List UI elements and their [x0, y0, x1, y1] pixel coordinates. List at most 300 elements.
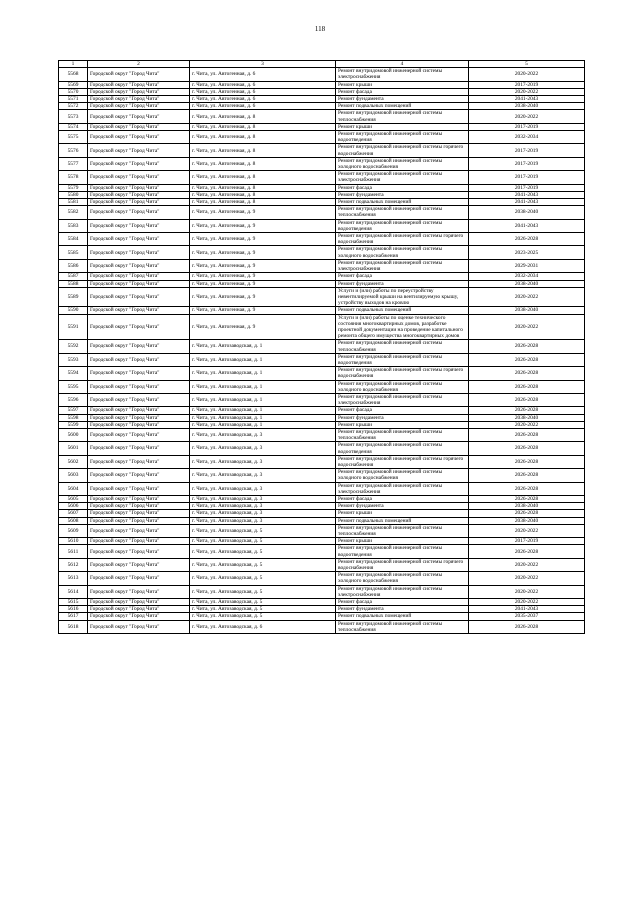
table-row	[59, 393, 585, 406]
table-row	[59, 613, 585, 620]
municipality-cell: Городской округ "Город Чита"	[88, 353, 190, 366]
work-type-cell: Ремонт внутридомовой инженерной системы теплоснабжения	[336, 524, 469, 537]
row-number: 5586	[59, 259, 88, 272]
address-cell: г. Чита, ул. Автогенная, д. 8	[190, 110, 336, 123]
municipality-cell: Городской округ "Город Чита"	[88, 68, 190, 81]
period-cell: 2020-2022	[469, 314, 585, 340]
row-number: 5607	[59, 510, 88, 517]
row-number: 5595	[59, 380, 88, 393]
period-cell: 2026-2028	[469, 233, 585, 246]
municipality-cell: Городской округ "Город Чита"	[88, 96, 190, 103]
work-type-cell: Ремонт подвальных помещений	[336, 307, 469, 314]
row-number: 5571	[59, 96, 88, 103]
municipality-cell: Городской округ "Город Чита"	[88, 455, 190, 468]
municipality-cell: Городской округ "Город Чита"	[88, 380, 190, 393]
municipality-cell: Городской округ "Город Чита"	[88, 199, 190, 206]
table-row	[59, 510, 585, 517]
row-number: 5604	[59, 482, 88, 495]
address-cell: г. Чита, ул. Автогенная, д. 9	[190, 219, 336, 232]
table-row	[59, 545, 585, 558]
municipality-cell: Городской округ "Город Чита"	[88, 273, 190, 280]
municipality-cell: Городской округ "Город Чита"	[88, 367, 190, 380]
address-cell: г. Чита, ул. Автогенная, д. 8	[190, 123, 336, 130]
table-row	[59, 103, 585, 110]
address-cell: г. Чита, ул. Автогенная, д. 9	[190, 259, 336, 272]
address-cell: г. Чита, ул. Автозаводская, д. 5	[190, 524, 336, 537]
table-row	[59, 517, 585, 524]
row-number: 5611	[59, 545, 88, 558]
work-type-cell: Ремонт фасада	[336, 273, 469, 280]
municipality-cell: Городской округ "Город Чита"	[88, 110, 190, 123]
period-cell: 2020-2022	[469, 68, 585, 81]
work-type-cell: Ремонт подвальных помещений	[336, 613, 469, 620]
period-cell: 2032-2034	[469, 273, 585, 280]
address-cell: г. Чита, ул. Автогенная, д. 9	[190, 273, 336, 280]
table-row	[59, 469, 585, 482]
period-cell: 2026-2028	[469, 407, 585, 414]
period-cell: 2041-2043	[469, 606, 585, 613]
table-row	[59, 380, 585, 393]
header-col-4: 4	[336, 61, 469, 68]
municipality-cell: Городской округ "Город Чита"	[88, 428, 190, 441]
table-row	[59, 157, 585, 170]
address-cell: г. Чита, ул. Автозаводская, д. 3	[190, 428, 336, 441]
period-cell: 2020-2022	[469, 421, 585, 428]
municipality-cell: Городской округ "Город Чита"	[88, 131, 190, 144]
row-number: 5587	[59, 273, 88, 280]
municipality-cell: Городской округ "Город Чита"	[88, 442, 190, 455]
municipality-cell: Городской округ "Город Чита"	[88, 496, 190, 503]
row-number: 5585	[59, 246, 88, 259]
work-type-cell: Ремонт внутридомовой инженерной системы электроснабжения	[336, 171, 469, 184]
address-cell: г. Чита, ул. Автогенная, д. 8	[190, 131, 336, 144]
row-number: 5616	[59, 606, 88, 613]
period-cell: 2032-2034	[469, 131, 585, 144]
address-cell: г. Чита, ул. Автозаводская, д. 1	[190, 353, 336, 366]
municipality-cell: Городской округ "Город Чита"	[88, 287, 190, 307]
municipality-cell: Городской округ "Город Чита"	[88, 545, 190, 558]
header-col-5: 5	[469, 61, 585, 68]
period-cell: 2020-2022	[469, 585, 585, 598]
address-cell: г. Чита, ул. Автозаводская, д. 5	[190, 572, 336, 585]
table-row	[59, 287, 585, 307]
period-cell: 2029-2031	[469, 259, 585, 272]
address-cell: г. Чита, ул. Автозаводская, д. 3	[190, 510, 336, 517]
work-type-cell: Ремонт внутридомовой инженерной системы холодного водоснабжения	[336, 469, 469, 482]
period-cell: 2026-2028	[469, 380, 585, 393]
table-row	[59, 88, 585, 95]
row-number: 5576	[59, 144, 88, 157]
period-cell: 2041-2043	[469, 199, 585, 206]
work-type-cell: Ремонт фасада	[336, 496, 469, 503]
work-type-cell: Ремонт фундамента	[336, 96, 469, 103]
municipality-cell: Городской округ "Город Чита"	[88, 246, 190, 259]
work-type-cell: Ремонт подвальных помещений	[336, 517, 469, 524]
municipality-cell: Городской округ "Город Чита"	[88, 538, 190, 545]
period-cell: 2017-2019	[469, 144, 585, 157]
row-number: 5608	[59, 517, 88, 524]
municipality-cell: Городской округ "Город Чита"	[88, 259, 190, 272]
row-number: 5592	[59, 340, 88, 353]
row-number: 5589	[59, 287, 88, 307]
row-number: 5599	[59, 421, 88, 428]
period-cell: 2020-2022	[469, 558, 585, 571]
period-cell: 2026-2028	[469, 353, 585, 366]
work-type-cell: Ремонт внутридомовой инженерной системы водоотведения	[336, 131, 469, 144]
work-type-cell: Ремонт внутридомовой инженерной системы электроснабжения	[336, 482, 469, 495]
work-type-cell: Ремонт внутридомовой инженерной системы горячего водоснабжения	[336, 367, 469, 380]
table-row	[59, 191, 585, 198]
address-cell: г. Чита, ул. Автозаводская, д. 3	[190, 496, 336, 503]
table-row	[59, 496, 585, 503]
municipality-cell: Городской округ "Город Чита"	[88, 184, 190, 191]
row-number: 5578	[59, 171, 88, 184]
period-cell: 2041-2043	[469, 96, 585, 103]
work-type-cell: Ремонт подвальных помещений	[336, 199, 469, 206]
work-type-cell: Ремонт внутридомовой инженерной системы теплоснабжения	[336, 340, 469, 353]
work-type-cell: Ремонт фундамента	[336, 606, 469, 613]
address-cell: г. Чита, ул. Автогенная, д. 9	[190, 280, 336, 287]
address-cell: г. Чита, ул. Автозаводская, д. 3	[190, 482, 336, 495]
row-number: 5582	[59, 206, 88, 219]
period-cell: 2026-2028	[469, 442, 585, 455]
work-type-cell: Ремонт внутридомовой инженерной системы горячего водоснабжения	[336, 144, 469, 157]
period-cell: 2038-2040	[469, 206, 585, 219]
row-number: 5609	[59, 524, 88, 537]
address-cell: г. Чита, ул. Автогенная, д. 8	[190, 171, 336, 184]
municipality-cell: Городской округ "Город Чита"	[88, 307, 190, 314]
row-number: 5590	[59, 307, 88, 314]
table-row	[59, 599, 585, 606]
address-cell: г. Чита, ул. Автогенная, д. 9	[190, 314, 336, 340]
period-cell: 2026-2028	[469, 545, 585, 558]
header-col-3: 3	[190, 61, 336, 68]
row-number: 5577	[59, 157, 88, 170]
period-cell: 2020-2022	[469, 572, 585, 585]
municipality-cell: Городской округ "Город Чита"	[88, 314, 190, 340]
work-type-cell: Ремонт подвальных помещений	[336, 103, 469, 110]
table-row	[59, 259, 585, 272]
municipality-cell: Городской округ "Город Чита"	[88, 103, 190, 110]
period-cell: 2017-2019	[469, 123, 585, 130]
work-type-cell: Ремонт фасада	[336, 88, 469, 95]
municipality-cell: Городской округ "Город Чита"	[88, 88, 190, 95]
table-row	[59, 503, 585, 510]
period-cell: 2035-2037	[469, 613, 585, 620]
row-number: 5598	[59, 414, 88, 421]
address-cell: г. Чита, ул. Автогенная, д. 6	[190, 96, 336, 103]
municipality-cell: Городской округ "Город Чита"	[88, 421, 190, 428]
address-cell: г. Чита, ул. Автогенная, д. 8	[190, 184, 336, 191]
municipality-cell: Городской округ "Город Чита"	[88, 144, 190, 157]
work-type-cell: Ремонт внутридомовой инженерной системы холодного водоснабжения	[336, 246, 469, 259]
period-cell: 2020-2022	[469, 287, 585, 307]
table-row	[59, 340, 585, 353]
table-row	[59, 414, 585, 421]
period-cell: 2017-2019	[469, 171, 585, 184]
work-type-cell: Ремонт внутридомовой инженерной системы водоотведения	[336, 353, 469, 366]
address-cell: г. Чита, ул. Автозаводская, д. 3	[190, 503, 336, 510]
period-cell: 2026-2028	[469, 469, 585, 482]
work-type-cell: Ремонт внутридомовой инженерной системы водоотведения	[336, 219, 469, 232]
row-number: 5606	[59, 503, 88, 510]
work-type-cell: Ремонт крыши	[336, 510, 469, 517]
work-type-cell: Ремонт крыши	[336, 538, 469, 545]
address-cell: г. Чита, ул. Автозаводская, д. 1	[190, 367, 336, 380]
address-cell: г. Чита, ул. Автозаводская, д. 5	[190, 613, 336, 620]
row-number: 5612	[59, 558, 88, 571]
address-cell: г. Чита, ул. Автогенная, д. 8	[190, 144, 336, 157]
address-cell: г. Чита, ул. Автогенная, д. 6	[190, 81, 336, 88]
table-row	[59, 233, 585, 246]
period-cell: 2038-2040	[469, 517, 585, 524]
period-cell: 2038-2040	[469, 307, 585, 314]
work-type-cell: Ремонт внутридомовой инженерной системы электроснабжения	[336, 393, 469, 406]
period-cell: 2026-2028	[469, 620, 585, 633]
period-cell: 2041-2043	[469, 191, 585, 198]
work-type-cell: Ремонт фундамента	[336, 191, 469, 198]
row-number: 5569	[59, 81, 88, 88]
row-number: 5601	[59, 442, 88, 455]
table-row	[59, 367, 585, 380]
header-col-1: 1	[59, 61, 88, 68]
address-cell: г. Чита, ул. Автозаводская, д. 3	[190, 469, 336, 482]
period-cell: 2017-2019	[469, 184, 585, 191]
period-cell: 2020-2022	[469, 599, 585, 606]
table-row	[59, 585, 585, 598]
period-cell: 2038-2040	[469, 103, 585, 110]
row-number: 5593	[59, 353, 88, 366]
row-number: 5610	[59, 538, 88, 545]
table-row	[59, 421, 585, 428]
table-row	[59, 68, 585, 81]
table-row	[59, 199, 585, 206]
address-cell: г. Чита, ул. Автогенная, д. 9	[190, 206, 336, 219]
municipality-cell: Городской округ "Город Чита"	[88, 572, 190, 585]
address-cell: г. Чита, ул. Автогенная, д. 6	[190, 88, 336, 95]
work-type-cell: Ремонт крыши	[336, 81, 469, 88]
municipality-cell: Городской округ "Город Чита"	[88, 510, 190, 517]
row-number: 5573	[59, 110, 88, 123]
municipality-cell: Городской округ "Город Чита"	[88, 171, 190, 184]
address-cell: г. Чита, ул. Автозаводская, д. 1	[190, 421, 336, 428]
municipality-cell: Городской округ "Город Чита"	[88, 482, 190, 495]
period-cell: 2020-2022	[469, 524, 585, 537]
address-cell: г. Чита, ул. Автозаводская, д. 1	[190, 407, 336, 414]
municipality-cell: Городской округ "Город Чита"	[88, 157, 190, 170]
municipality-cell: Городской округ "Город Чита"	[88, 219, 190, 232]
period-cell: 2026-2028	[469, 340, 585, 353]
table-row	[59, 353, 585, 366]
page-number: 118	[314, 25, 326, 33]
period-cell: 2026-2028	[469, 510, 585, 517]
row-number: 5618	[59, 620, 88, 633]
work-type-cell: Ремонт фундамента	[336, 414, 469, 421]
row-number: 5613	[59, 572, 88, 585]
municipality-cell: Городской округ "Город Чита"	[88, 613, 190, 620]
table-row	[59, 428, 585, 441]
period-cell: 2020-2022	[469, 88, 585, 95]
municipality-cell: Городской округ "Город Чита"	[88, 503, 190, 510]
work-type-cell: Ремонт внутридомовой инженерной системы горячего водоснабжения	[336, 558, 469, 571]
address-cell: г. Чита, ул. Автозаводская, д. 5	[190, 538, 336, 545]
row-number: 5594	[59, 367, 88, 380]
row-number: 5597	[59, 407, 88, 414]
work-type-cell: Ремонт внутридомовой инженерной системы холодного водоснабжения	[336, 157, 469, 170]
row-number: 5591	[59, 314, 88, 340]
municipality-cell: Городской округ "Город Чита"	[88, 191, 190, 198]
period-cell: 2017-2019	[469, 538, 585, 545]
table-row	[59, 482, 585, 495]
work-type-cell: Ремонт крыши	[336, 421, 469, 428]
row-number: 5615	[59, 599, 88, 606]
table-row	[59, 558, 585, 571]
municipality-cell: Городской округ "Город Чита"	[88, 393, 190, 406]
work-type-cell: Ремонт внутридомовой инженерной системы холодного водоснабжения	[336, 380, 469, 393]
work-type-cell: Ремонт внутридомовой инженерной системы горячего водоснабжения	[336, 233, 469, 246]
municipality-cell: Городской округ "Город Чита"	[88, 558, 190, 571]
address-cell: г. Чита, ул. Автогенная, д. 6	[190, 68, 336, 81]
table-row	[59, 206, 585, 219]
header-col-2: 2	[88, 61, 190, 68]
municipality-cell: Городской округ "Город Чита"	[88, 585, 190, 598]
table-row	[59, 131, 585, 144]
table-row	[59, 307, 585, 314]
address-cell: г. Чита, ул. Автозаводская, д. 3	[190, 442, 336, 455]
period-cell: 2041-2043	[469, 219, 585, 232]
work-type-cell: Ремонт внутридомовой инженерной системы теплоснабжения	[336, 620, 469, 633]
period-cell: 2026-2028	[469, 393, 585, 406]
period-cell: 2026-2028	[469, 428, 585, 441]
address-cell: г. Чита, ул. Автозаводская, д. 5	[190, 558, 336, 571]
table-row	[59, 572, 585, 585]
row-number: 5602	[59, 455, 88, 468]
municipality-cell: Городской округ "Город Чита"	[88, 407, 190, 414]
row-number: 5574	[59, 123, 88, 130]
table-row	[59, 219, 585, 232]
address-cell: г. Чита, ул. Автогенная, д. 9	[190, 307, 336, 314]
municipality-cell: Городской округ "Город Чита"	[88, 414, 190, 421]
table-row	[59, 538, 585, 545]
table-row	[59, 280, 585, 287]
row-number: 5583	[59, 219, 88, 232]
address-cell: г. Чита, ул. Автогенная, д. 9	[190, 287, 336, 307]
table-row	[59, 171, 585, 184]
period-cell: 2023-2025	[469, 246, 585, 259]
municipality-cell: Городской округ "Город Чита"	[88, 81, 190, 88]
table-row	[59, 442, 585, 455]
work-type-cell: Ремонт внутридомовой инженерной системы электроснабжения	[336, 585, 469, 598]
municipality-cell: Городской округ "Город Чита"	[88, 599, 190, 606]
table-row	[59, 110, 585, 123]
period-cell: 2017-2019	[469, 81, 585, 88]
row-number: 5579	[59, 184, 88, 191]
table-row	[59, 524, 585, 537]
table-row	[59, 144, 585, 157]
municipality-cell: Городской округ "Город Чита"	[88, 280, 190, 287]
table-header-row	[59, 61, 585, 68]
address-cell: г. Чита, ул. Автозаводская, д. 1	[190, 393, 336, 406]
municipality-cell: Городской округ "Город Чита"	[88, 620, 190, 633]
row-number: 5570	[59, 88, 88, 95]
period-cell: 2038-2040	[469, 414, 585, 421]
table-row	[59, 123, 585, 130]
work-type-cell: Ремонт внутридомовой инженерной системы теплоснабжения	[336, 428, 469, 441]
address-cell: г. Чита, ул. Автозаводская, д. 5	[190, 599, 336, 606]
table-body	[59, 61, 585, 634]
table-row	[59, 81, 585, 88]
period-cell: 2017-2019	[469, 157, 585, 170]
municipality-cell: Городской округ "Город Чита"	[88, 524, 190, 537]
address-cell: г. Чита, ул. Автозаводская, д. 5	[190, 606, 336, 613]
work-type-cell: Ремонт фасада	[336, 599, 469, 606]
address-cell: г. Чита, ул. Автогенная, д. 8	[190, 157, 336, 170]
table-row	[59, 314, 585, 340]
address-cell: г. Чита, ул. Автогенная, д. 9	[190, 246, 336, 259]
municipality-cell: Городской округ "Город Чита"	[88, 517, 190, 524]
row-number: 5572	[59, 103, 88, 110]
row-number: 5596	[59, 393, 88, 406]
period-cell: 2020-2022	[469, 110, 585, 123]
table-row	[59, 184, 585, 191]
period-cell: 2038-2040	[469, 503, 585, 510]
work-type-cell: Ремонт внутридомовой инженерной системы водоотведения	[336, 442, 469, 455]
table-row	[59, 606, 585, 613]
row-number: 5588	[59, 280, 88, 287]
period-cell: 2026-2028	[469, 367, 585, 380]
work-type-cell: Ремонт фундамента	[336, 280, 469, 287]
municipality-cell: Городской округ "Город Чита"	[88, 606, 190, 613]
period-cell: 2038-2040	[469, 280, 585, 287]
period-cell: 2026-2028	[469, 496, 585, 503]
row-number: 5600	[59, 428, 88, 441]
work-type-cell: Ремонт внутридомовой инженерной системы теплоснабжения	[336, 110, 469, 123]
address-cell: г. Чита, ул. Автозаводская, д. 1	[190, 380, 336, 393]
work-type-cell: Ремонт внутридомовой инженерной системы электроснабжения	[336, 259, 469, 272]
work-type-cell: Услуги и (или) работы по оценке технического состояния многоквартирных домов, разработке проектной документации на проведение капитального ремонта общего имущества многоквартирных домов	[336, 314, 469, 340]
address-cell: г. Чита, ул. Автозаводская, д. 3	[190, 455, 336, 468]
table-row	[59, 407, 585, 414]
work-type-cell: Ремонт внутридомовой инженерной системы водоотведения	[336, 545, 469, 558]
municipality-cell: Городской округ "Город Чита"	[88, 469, 190, 482]
address-cell: г. Чита, ул. Автогенная, д. 8	[190, 199, 336, 206]
address-cell: г. Чита, ул. Автогенная, д. 6	[190, 103, 336, 110]
row-number: 5580	[59, 191, 88, 198]
table-row	[59, 96, 585, 103]
row-number: 5584	[59, 233, 88, 246]
row-number: 5603	[59, 469, 88, 482]
municipality-cell: Городской округ "Город Чита"	[88, 233, 190, 246]
municipality-cell: Городской округ "Город Чита"	[88, 340, 190, 353]
work-type-cell: Услуги и (или) работы по переустройству невентилируемой крыши на вентилируемую крышу, устройству выходов на кровлю	[336, 287, 469, 307]
municipality-cell: Городской округ "Город Чита"	[88, 123, 190, 130]
address-cell: г. Чита, ул. Автозаводская, д. 5	[190, 545, 336, 558]
work-type-cell: Ремонт фасада	[336, 407, 469, 414]
work-type-cell: Ремонт внутридомовой инженерной системы горячего водоснабжения	[336, 455, 469, 468]
work-type-cell: Ремонт внутридомовой инженерной системы теплоснабжения	[336, 206, 469, 219]
address-cell: г. Чита, ул. Автозаводская, д. 1	[190, 414, 336, 421]
address-cell: г. Чита, ул. Автогенная, д. 8	[190, 191, 336, 198]
address-cell: г. Чита, ул. Автозаводская, д. 6	[190, 620, 336, 633]
table-row	[59, 455, 585, 468]
address-cell: г. Чита, ул. Автозаводская, д. 3	[190, 517, 336, 524]
municipality-cell: Городской округ "Город Чита"	[88, 206, 190, 219]
period-cell: 2026-2028	[469, 455, 585, 468]
work-type-cell: Ремонт фундамента	[336, 503, 469, 510]
row-number: 5605	[59, 496, 88, 503]
table-row	[59, 273, 585, 280]
work-type-cell: Ремонт крыши	[336, 123, 469, 130]
